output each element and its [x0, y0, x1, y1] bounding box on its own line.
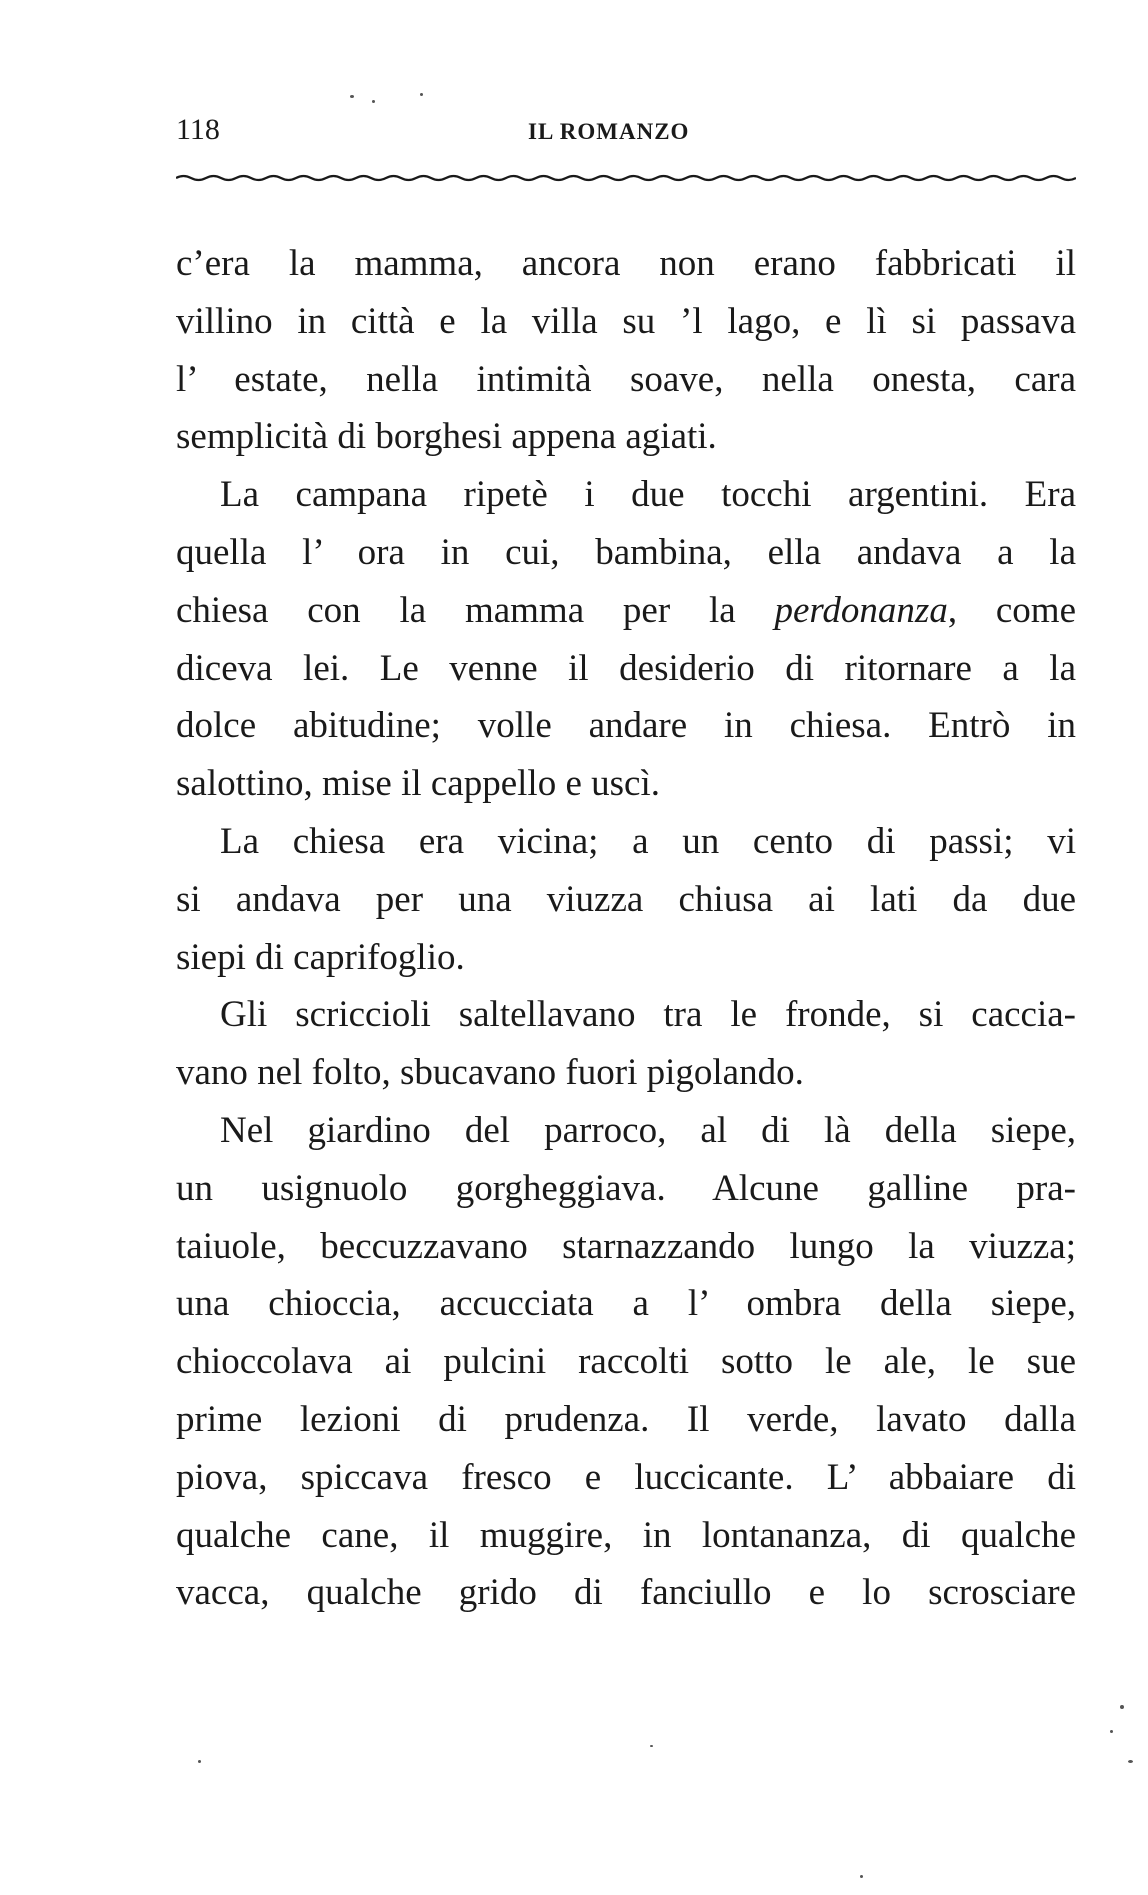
scan-speck [350, 95, 354, 98]
text-line: diceva lei. Le venne il desiderio di ritornare a la [176, 647, 1076, 689]
scan-speck [198, 1760, 201, 1763]
scan-speck [650, 1745, 653, 1747]
text-line: taiuole, beccuzzavano starnazzando lungo la viuzza; [176, 1225, 1076, 1267]
page-number: 118 [176, 113, 220, 146]
text-line: c’era la mamma, ancora non erano fabbricati il [176, 243, 1076, 284]
scan-speck [1128, 1760, 1133, 1763]
text-line: quella l’ ora in cui, bambina, ella andava a la [176, 531, 1076, 573]
text-line: La campana ripetè i due tocchi argentini. Era [220, 474, 1076, 516]
text-line: villino in città e la villa su ’l lago, e lì si passava [176, 300, 1076, 342]
scan-speck [860, 1875, 863, 1878]
scan-speck [1120, 1705, 1124, 1709]
text-line: si andava per una viuzza chiusa ai lati da due [176, 878, 1076, 920]
text-line: semplicità di borghesi appena agiati. [176, 416, 717, 458]
body-text [176, 235, 1076, 1622]
text-line: vano nel folto, sbucavano fuori pigolando. [176, 1052, 804, 1094]
text-line: Nel giardino del parroco, al di là della siepe, [220, 1109, 1076, 1151]
text-line: Gli scriccioli saltellavano tra le fronde, si caccia- [220, 994, 1076, 1036]
text-line: chiesa con la mamma per la perdonanza, come [176, 589, 1076, 631]
text-line: una chioccia, accucciata a l’ ombra della siepe, [176, 1283, 1076, 1325]
text-line: prime lezioni di prudenza. Il verde, lavato dalla [176, 1398, 1076, 1440]
italic-word: perdonanza [774, 589, 948, 631]
text-line: La chiesa era vicina; a un cento di passi; vi [220, 820, 1076, 862]
text-line: vacca, qualche grido di fanciullo e lo scrosciare [176, 1572, 1076, 1614]
text-line: dolce abitudine; volle andare in chiesa. Entrò in [176, 705, 1076, 747]
text-line: l’ estate, nella intimità soave, nella onesta, cara [176, 358, 1076, 400]
text-line: chioccolava ai pulcini raccolti sotto le ale, le sue [176, 1341, 1076, 1383]
text-line: piova, spiccava fresco e luccicante. L’ abbaiare di [176, 1456, 1076, 1498]
scan-speck [420, 93, 423, 96]
wavy-header-rule [176, 170, 1076, 186]
page-header [176, 110, 1076, 150]
scan-speck [372, 100, 375, 103]
text-line: siepi di caprifoglio. [176, 936, 465, 978]
running-title: IL ROMANZO [528, 119, 690, 144]
scan-speck [1110, 1730, 1113, 1733]
text-line: salottino, mise il cappello e uscì. [176, 763, 660, 805]
text-line: un usignuolo gorgheggiava. Alcune galline pra- [176, 1167, 1076, 1209]
text-line: qualche cane, il muggire, in lontananza, di qualche [176, 1514, 1076, 1556]
